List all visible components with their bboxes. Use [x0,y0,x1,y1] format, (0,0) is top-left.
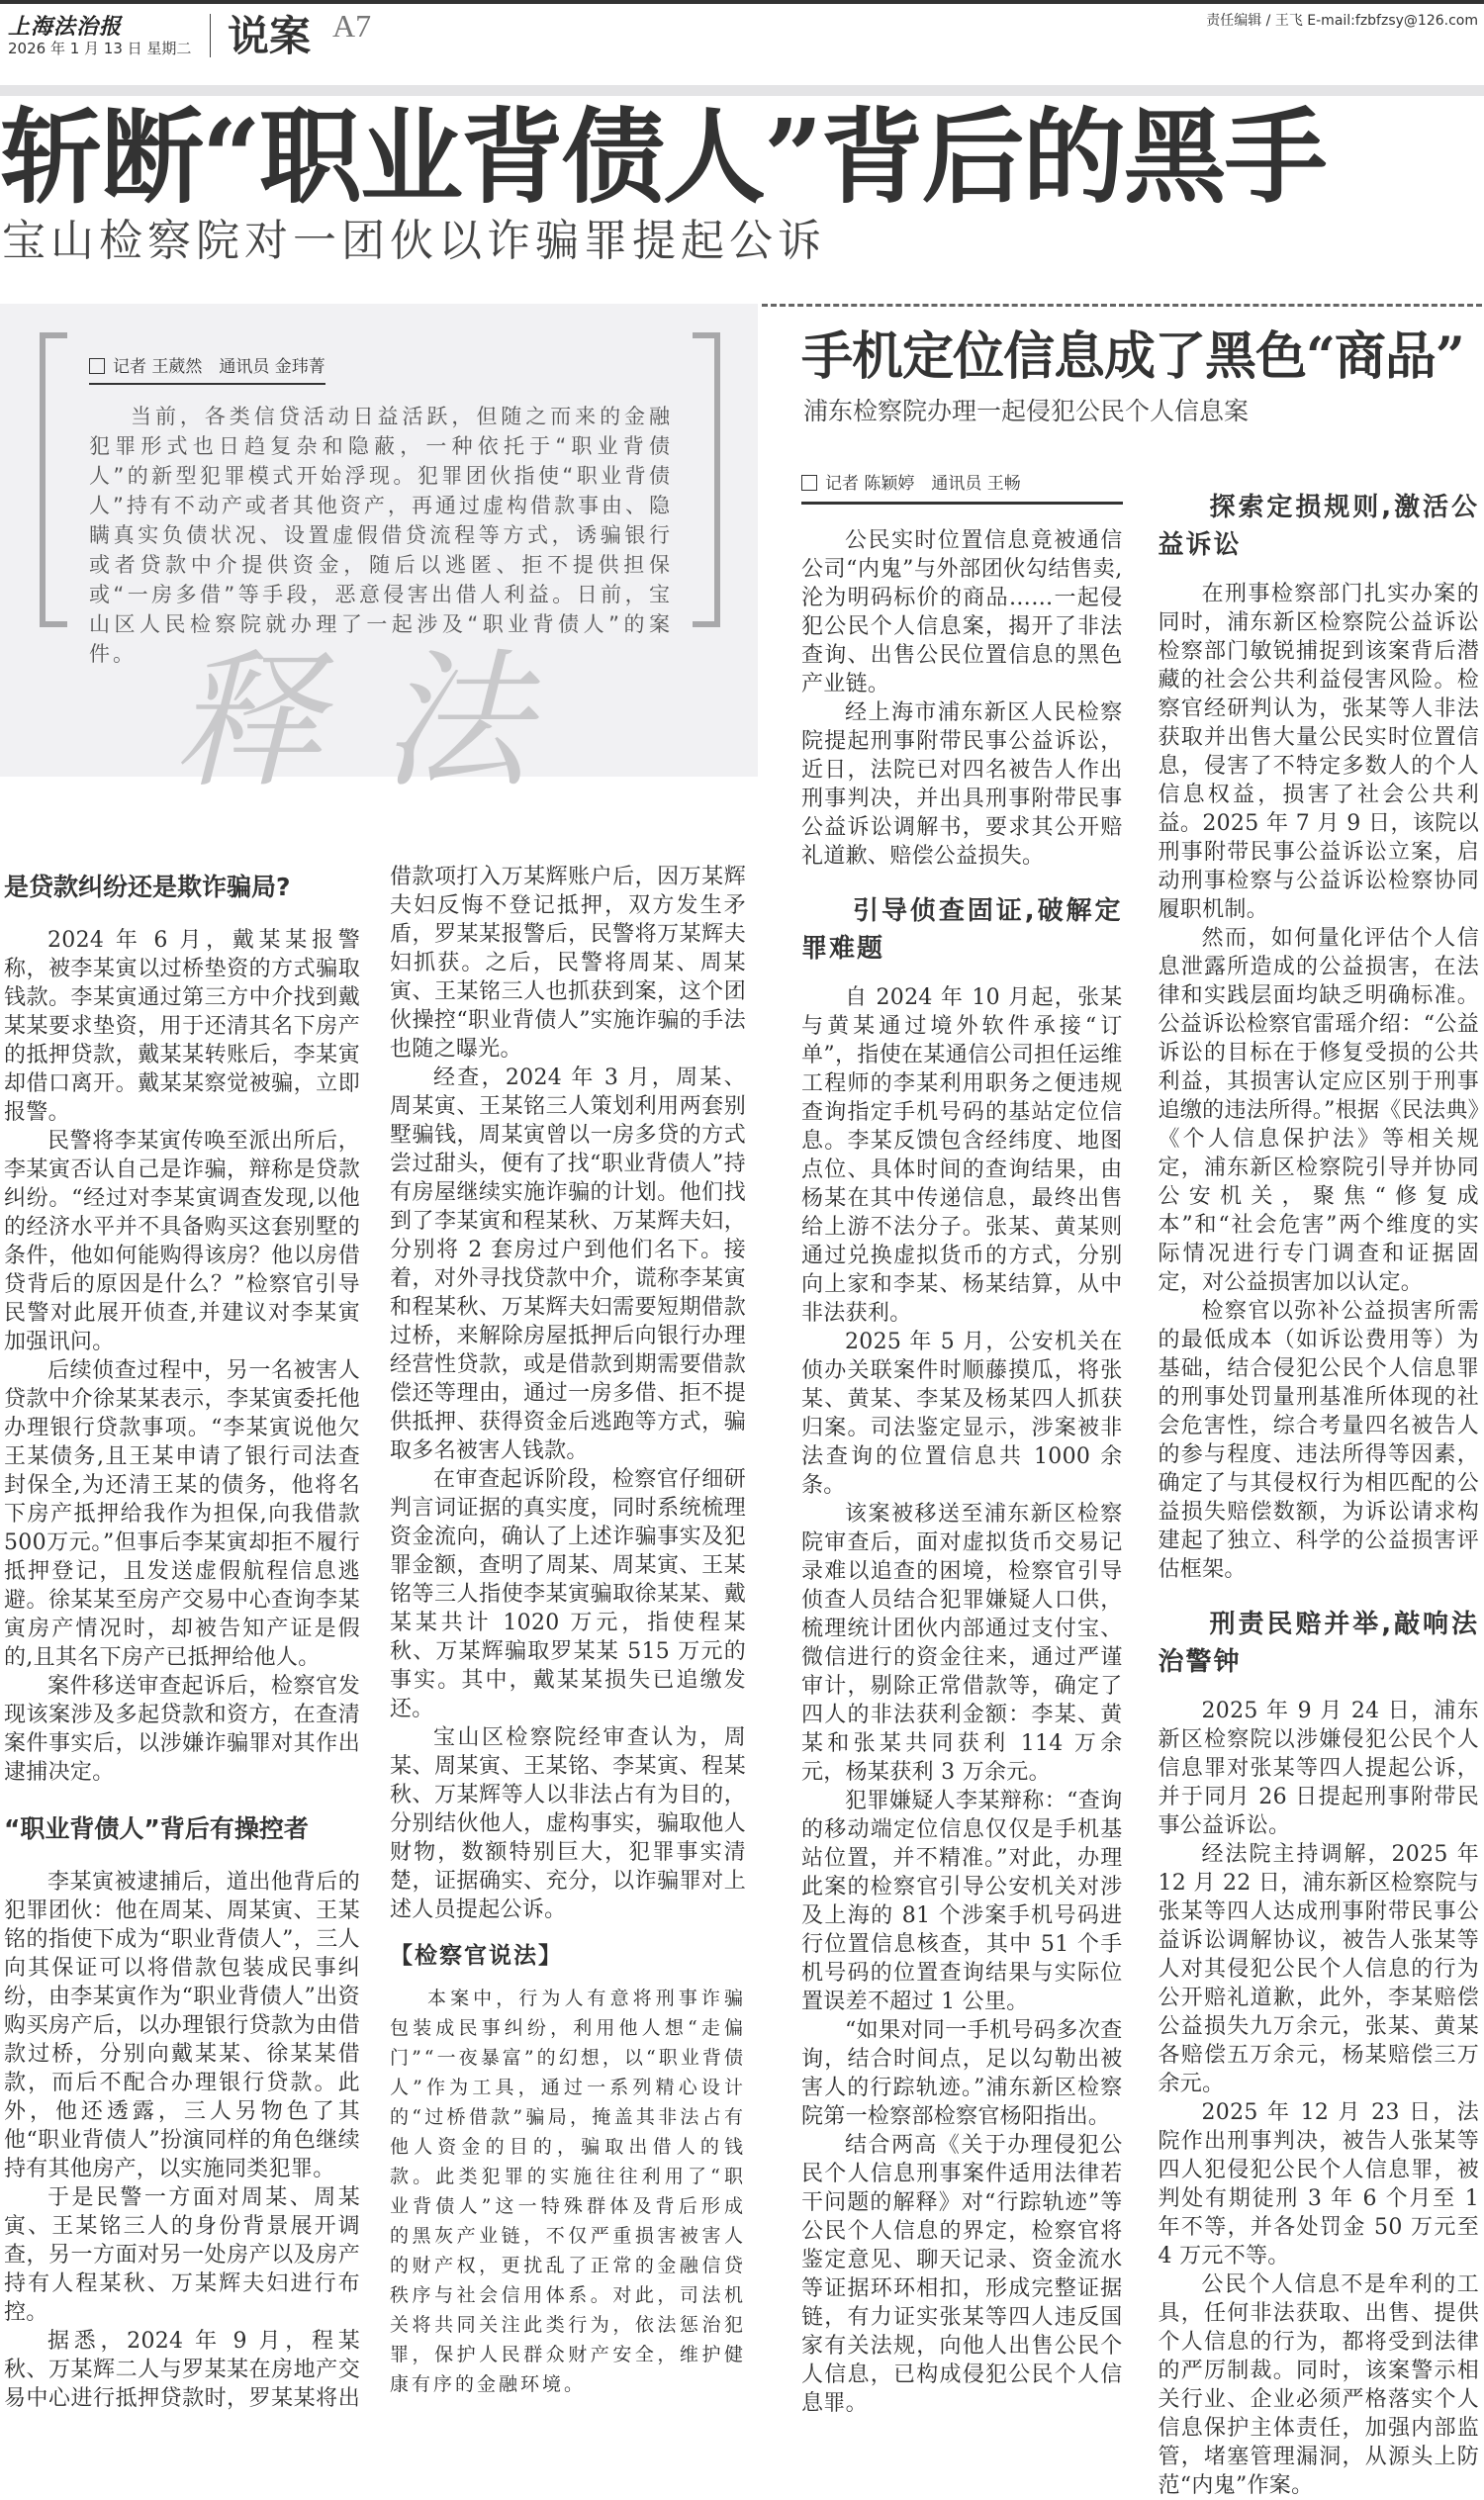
square-icon [89,358,105,374]
paragraph: “如果对同一手机号码多次查询，结合时间点，足以勾勒出被害人的行踪轨迹。”浦东新区检察院第一检察部检察官杨阳指出。 [801,2018,1123,2129]
main-headline: 斩断“职业背债人”背后的黑手 [0,96,1326,218]
paragraph: 犯罪嫌疑人李某辩称：“查询的移动端定位信息仅仅是手机基站位置，并不精准。”对此，办理此案的检察官引导公安机关对涉及上海的 81 个涉案手机号码进行位置信息核查，其中 51 个手机号码的位置查询结果与实际位置误差不超过 1 公里。 [801,1789,1123,2014]
paragraph: 李某寅被逮捕后，道出他背后的犯罪团伙：他在周某、周某寅、王某铭的指使下成为“职业背债人”，三人向其保证可以将借款包装成民事纠纷，由李某寅作为“职业背债人”出资购买房产后，以办理银行贷款为由借款过桥，分别向戴某某、徐某某借款，而后不配合办理银行贷款。此外，他还透露，三人另物色了其他“职业背债人”扮演同样的角色继续持有其他房产，以实施同类犯罪。 [4,1870,360,2181]
intro-paragraph: 当前，各类信贷活动日益活跃，但随之而来的金融犯罪形式也日趋复杂和隐蔽，一种依托于“职业背债人”的新型犯罪模式开始浮现。犯罪团伙指使“职业背债人”持有不动产或者其他资产，再通过虚构借款事由、隐瞒真实负债状况、设置虚假借贷流程等方式，诱骗银行或者贷款中介提供资金，随后以逃匿、拒不提供担保或“一房多借”等手段，恶意侵害出借人利益。日前，宝山区人民检察院就办理了一起涉及“职业背债人”的案件。 [89,405,673,666]
newspaper-logo: 上海法治报 [8,14,123,40]
paragraph: 后续侦查过程中，另一名被害人贷款中介徐某某表示，李某寅委托他办理银行贷款事项。“李某寅说他欠王某债务,且王某申请了银行司法查封保全,为还清王某的债务，他将名下房产抵押给我作为担保,向我借款500万元。”但事后李某寅却拒不履行抵押登记，且发送虚假航程信息逃避。徐某某至房产交易中心查询李某寅房产情况时，却被告知产证是假的,且其名下房产已抵押给他人。 [4,1358,360,1670]
left-bracket [40,332,67,627]
paragraph: 本案中，行为人有意将刑事诈骗包装成民事纠纷，利用他人想“走偏门”“一夜暴富”的幻想，以“职业背债人”作为工具，通过一系列精心设计的“过桥借款”骗局，掩盖其非法占有他人资金的目的，骗取出借人的钱款。此类犯罪的实施往往利用了“职业背债人”这一特殊群体及背后形成的黑灰产业链，不仅严重损害被害人的财产权，更扰乱了正常的金融信贷秩序与社会信用体系。对此，司法机关将共同关注此类行为，依法惩治犯罪，保护人民群众财产安全，维护健康有序的金融环境。 [390,1988,746,2395]
paragraph: 2024 年 6 月，戴某某报警称，被李某寅以过桥垫资的方式骗取钱款。李某寅通过第三方中介找到戴某某要求垫资，用于还清其名下房产的抵押贷款，戴某某转账后，李某寅却借口离开。戴某某察觉被骗，立即报警。 [4,928,360,1125]
paragraph: 公民个人信息不是牟利的工具，任何非法获取、出售、提供个人信息的行为，都将受到法律的严厉制裁。同时，该案警示相关行业、企业必须严格落实个人信息保护主体责任，加强内部监管，堵塞管理漏洞，从源头上防范“内鬼”作案。 [1158,2272,1479,2498]
left-article-body [4,863,746,2413]
issue-date: 2026 年 1 月 13 日 星期二 [8,40,192,57]
intro-box [40,332,720,666]
right-article-body [801,465,1479,2500]
paragraph: 然而，如何量化评估个人信息泄露所造成的公益损害，在法律和实践层面均缺乏明确标准。公益诉讼检察官雷瑶介绍：“公益诉讼的目标在于修复受损的公共利益，其损害认定应区别于刑事追缴的违法所得。”根据《民法典》《个人信息保护法》等相关规定，浦东新区检察院引导并协同公安机关，聚焦“修复成本”和“社会危害”两个维度的实际情况进行专门调查和证据固定，对公益损害加以认定。 [1158,926,1479,1295]
paragraph: 结合两高《关于办理侵犯公民个人信息刑事案件适用法律若干问题的解释》对“行踪轨迹”等公民个人信息的界定，检察官将鉴定意见、聊天记录、资金流水等证据环环相扣，形成完整证据链，有力证实张某等四人违反国家有关法规，向他人出售公民个人信息，已构成侵犯公民个人信息罪。 [801,2133,1123,2416]
section-heading: 探索定损规则,激活公益诉讼 [1158,493,1479,560]
paragraph: 自 2024 年 10 月起，张某与黄某通过境外软件承接“订单”，指使在某通信公司担任运维工程师的李某利用职务之便违规查询指定手机号码的基站定位信息。李某反馈包含经纬度、地图点位、具体时间的查询结果，由杨某在其中传递信息，最终出售给上游不法分子。张某、黄某则通过兑换虚拟货币的方式，分别向上家和李某、杨某结算，从中非法获利。 [801,985,1123,1326]
page-number: A7 [332,8,372,44]
paragraph: 经上海市浦东新区人民检察院提起刑事附带民事公益诉讼，近日，法院已对四名被告人作出刑事判决，并出具刑事附带民事公益诉讼调解书，要求其公开赔礼道歉、赔偿公益损失。 [801,700,1123,869]
paragraph: 民警将李某寅传唤至派出所后，李某寅否认自己是诈骗，辩称是贷款纠纷。“经过对李某寅调查发现,以他的经济水平并不具备购买这套别墅的条件，他如何能购得该房？他以房借贷背后的原因是什么？”检察官引导民警对此展开侦查,并建议对李某寅加强讯问。 [4,1129,360,1354]
right-bracket [693,332,720,627]
paragraph: 经查，2024 年 3 月，周某、周某寅、王某铭三人策划利用两套别墅骗钱，周某寅曾以一房多贷的方式尝过甜头，便有了找“职业背债人”持有房屋继续实施诈骗的计划。他们找到了李某寅和程某秋、万某辉夫妇，分别将 2 套房过户到他们名下。接着，对外寻找贷款中介，谎称李某寅和程某秋、万某辉夫妇需要短期借款过桥，来解除房屋抵押后向银行办理经营性贷款，或是借款到期需要借款偿还等理由，通过一房多借、拒不提供抵押、获得资金后逃跑等方式，骗取多名被害人钱款。 [390,1065,746,1463]
paragraph: 该案被移送至浦东新区检察院审查后，面对虚拟货币交易记录难以追查的困境，检察官引导侦查人员结合犯罪嫌疑人口供，梳理统计团伙内部通过支付宝、微信进行的资金往来，通过严谨审计，剔除正常借款等，确定了四人的非法获利金额：李某、黄某和张某共同获利 114 万余元，杨某获利 3 万余元。 [801,1502,1123,1785]
paragraph: 公民实时位置信息竟被通信公司“内鬼”与外部团伙勾结售卖,沦为明码标价的商品……一起侵犯公民个人信息案，揭开了非法查询、出售公民位置信息的黑色产业链。 [801,528,1123,696]
section-name: 说案 [228,12,312,60]
paragraph: 2025 年 12 月 23 日，法院作出刑事判决，被告人张某等四人犯侵犯公民个人信息罪，被判处有期徒刑 3 年 6 个月至 1 年不等，并各处罚金 50 万元至 4 万元不等。 [1158,2100,1479,2269]
top-rule [0,0,1484,4]
section-heading: 是贷款纠纷还是欺诈骗局? [4,873,291,901]
section-heading: 【检察官说法】 [390,1943,563,1969]
byline-text: 记者 王葳然 通讯员 金玮菁 [113,357,325,377]
paragraph: 据悉，2024 年 9 月，程某秋、万某辉二人与罗某某在房地产交易中心进行抵押贷款时，罗某某将出借款项打入万某辉账户后，因万某辉夫妇反悔不登记抵押，双方发生矛盾，罗某某报警后，民警将万某辉夫妇抓获。之后，民警将周某、周某寅、王某铭三人也抓获到案，这个团伙操控“职业背债人”实施诈骗的手法也随之曝光。 [4,865,746,2411]
masthead-divider [210,14,211,57]
editor-contact: 责任编辑 / 王飞 E-mail:fzbfzsy@126.com [1206,13,1478,29]
byline [89,352,325,385]
paragraph: 案件移送审查起诉后，检察官发现该案涉及多起贷款和资方，在查清案件事实后，以涉嫌诈骗罪对其作出逮捕决定。 [4,1674,360,1785]
paragraph: 2025 年 5 月，公安机关在侦办关联案件时顺藤摸瓜，将张某、黄某、李某及杨某四人抓获归案。司法鉴定显示，涉案被非法查询的位置信息共 1000 余条。 [801,1330,1123,1498]
byline-text: 记者 陈颖婷 通讯员 王畅 [825,474,1021,494]
header-band [0,85,1484,96]
paragraph: 2025 年 9 月 24 日，浦东新区检察院以涉嫌侵犯公民个人信息罪对张某等四人提起公诉，并于同月 26 日提起刑事附带民事公益诉讼。 [1158,1699,1479,1838]
byline [801,469,1123,505]
square-icon [801,475,817,491]
paragraph: 宝山区检察院经审查认为，周某、周某寅、王某铭、李某寅、程某秋、万某辉等人以非法占有为目的，分别结伙他人，虚构事实，骗取他人财物，数额特别巨大，犯罪事实清楚，证据确实、充分，以诈骗罪对上述人员提起公诉。 [390,1725,746,1922]
paragraph: 于是民警一方面对周某、周某寅、王某铭三人的身份背景展开调查，另一方面对另一处房产以及房产持有人程某秋、万某辉夫妇进行布控。 [4,2185,360,2325]
main-subheadline: 宝山检察院对一团伙以诈骗罪提起公诉 [2,216,826,266]
right-subheadline: 浦东检察院办理一起侵犯公民个人信息案 [803,397,1250,425]
section-heading: 刑责民赔并举,敲响法治警钟 [1158,1610,1479,1677]
section-heading: 引导侦查固证,破解定罪难题 [801,896,1123,964]
paragraph: 在刑事检察部门扎实办案的同时，浦东新区检察院公益诉讼检察部门敏锐捕捉到该案背后潜藏的社会公共利益侵害风险。检察官经研判认为，张某等人非法获取并出售大量公民实时位置信息，侵害了不特定多数人的个人信息权益，损害了社会公共利益。2025 年 7 月 9 日，该院以刑事附带民事公益诉讼立案，启动刑事检察与公益诉讼检察协同履职机制。 [1158,582,1479,922]
right-headline: 手机定位信息成了黑色“商品” [801,326,1464,387]
paragraph: 经法院主持调解，2025 年 12 月 22 日，浦东新区检察院与张某等四人达成刑事附带民事公益诉讼调解协议，被告人张某等人对其侵犯公民个人信息的行为公开赔礼道歉，此外，李某赔偿公益损失九万余元，张某、黄某各赔偿五万余元，杨某赔偿三万余元。 [1158,1842,1479,2096]
paragraph: 检察官以弥补公益损害所需的最低成本（如诉讼费用等）为基础，结合侵犯公民个人信息罪的刑事处罚量刑基准所体现的社会危害性，综合考量四名被告人的参与程度、违法所得等因素，确定了与其侵权行为相匹配的公益损失赔偿数额，为诉讼请求构建起了独立、科学的公益损害评估框架。 [1158,1299,1479,1582]
watermark-calligraphy: 释法 [173,636,590,808]
paragraph: 在审查起诉阶段，检察官仔细研判言词证据的真实度，同时系统梳理资金流向，确认了上述诈骗事实及犯罪金额，查明了周某、周某寅、王某铭等三人指使李某寅骗取徐某某、戴某某共计 1020 万元，指使程某秋、万某辉骗取罗某某 515 万元的事实。其中，戴某某损失已追缴发还。 [390,1467,746,1721]
section-heading: “职业背债人”背后有操控者 [4,1814,309,1843]
dashed-divider [762,304,1482,307]
